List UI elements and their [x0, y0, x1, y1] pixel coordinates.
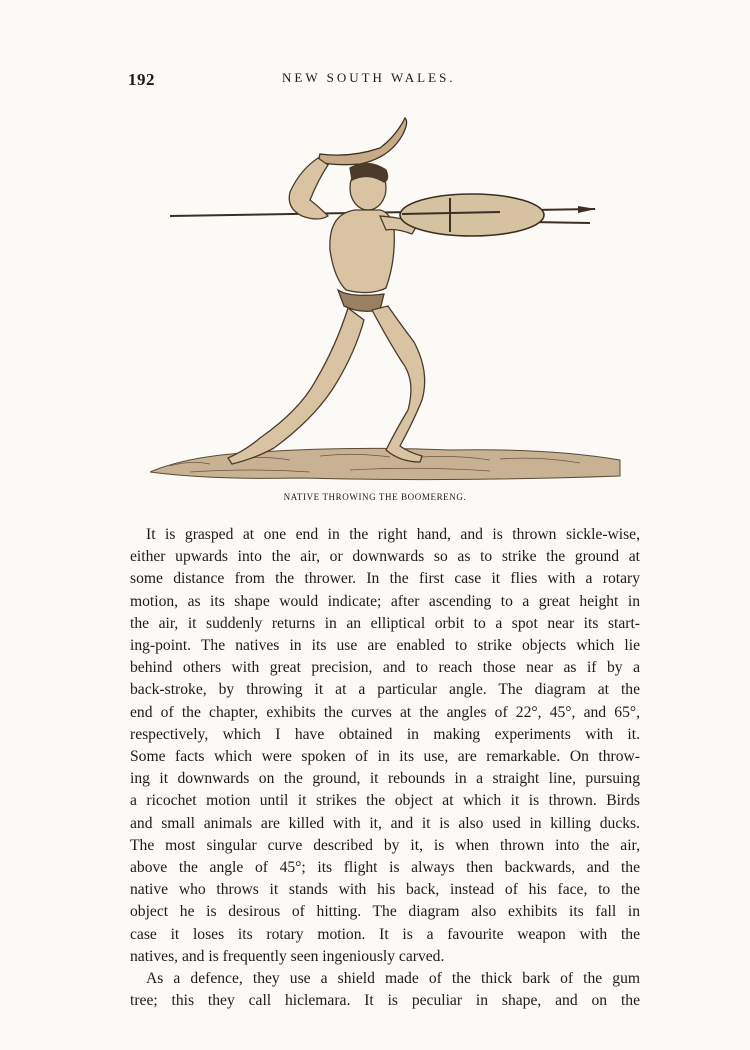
paragraph-line: respectively, which I have obtained in making experiments with it. [130, 725, 640, 743]
paragraph-line: and small animals are killed with it, and it is also used in killing ducks. [130, 814, 640, 832]
paragraph-line: end of the chapter, exhibits the curves at the angles of 22°, 45°, and 65°, [130, 703, 640, 721]
paragraph-line: object he is desirous of hitting. The diagram also exhibits its fall in [130, 903, 640, 921]
paragraph-line: the air, it suddenly returns in an elliptical orbit to a spot near its start- [130, 614, 640, 632]
paragraph-line: natives, and is frequently seen ingeniously carved. [130, 947, 445, 965]
body-text [130, 524, 640, 1012]
paragraph-line: behind others with great precision, and to reach those near as if by a [130, 659, 640, 677]
paragraph-line: some distance from the thrower. In the first case it flies with a rotary [130, 570, 640, 588]
paragraph-line: case it loses its rotary motion. It is a favourite weapon with the [130, 925, 640, 943]
paragraph-line: tree; this they call hiclemara. It is peculiar in shape, and on the [130, 992, 640, 1010]
running-head: NEW SOUTH WALES. [282, 70, 456, 85]
paragraph-line: back-stroke, by throwing it at a particular angle. The diagram at the [130, 681, 640, 699]
paragraph-line: either upwards into the air, or downwards so as to strike the ground at [130, 548, 640, 566]
paragraph-line: Some facts which were spoken of in its use, are remarkable. On throw- [130, 748, 640, 766]
page-number: 192 [128, 70, 155, 89]
paragraph-line: above the angle of 45°; its flight is always then backwards, and the [130, 859, 640, 877]
native-figure-illustration [228, 158, 425, 464]
paragraph-line: ing-point. The natives in its use are enabled to strike objects which lie [130, 637, 640, 655]
engraving-native-throwing-boomerang [150, 110, 630, 490]
ground-illustration [150, 448, 620, 479]
paragraph-line: ing it downwards on the ground, it rebounds in a straight line, pursuing [130, 770, 640, 788]
paragraph-line: It is grasped at one end in the right hand, and is thrown sickle-wise, [146, 526, 640, 543]
boomerang-illustration [318, 118, 407, 165]
shield-illustration [400, 194, 544, 236]
paragraph-line: native who throws it stands with his back, instead of his face, to the [130, 881, 640, 899]
paragraph-line: motion, as its shape would indicate; after ascending to a great height in [130, 592, 640, 610]
paragraph-line: As a defence, they use a shield made of the thick bark of the gum [146, 970, 640, 988]
illustration-caption: NATIVE THROWING THE BOOMERENG. [283, 492, 467, 502]
paragraph-line: The most singular curve described by it, is when thrown into the air, [130, 836, 640, 854]
paragraph-line: a ricochet motion until it strikes the object at which it is thrown. Birds [130, 792, 640, 810]
